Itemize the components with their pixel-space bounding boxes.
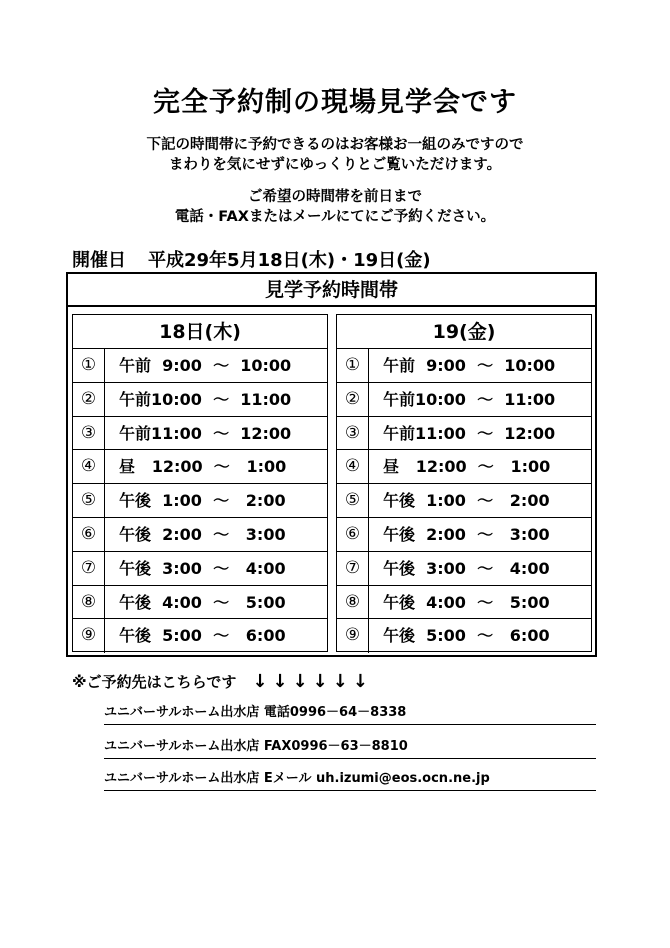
slot-number: ⑦ (337, 552, 369, 585)
intro-line: まわりを気にせずにゆっくりとご覧いただけます。 (168, 157, 502, 173)
time-slot-row (73, 450, 327, 484)
intro-line: ご希望の時間帯を前日まで (248, 189, 422, 205)
schedule-table-header: 見学予約時間帯 (68, 274, 595, 307)
time-slot-row (73, 349, 327, 383)
intro-line: 下記の時間帯に予約できるのはお客様お一組のみですので (146, 137, 524, 153)
time-slot-row (337, 484, 591, 518)
slot-time: 午後 1:00 ～ 2:00 (119, 491, 286, 511)
down-arrows-icon: ↓↓↓↓↓↓ (252, 671, 373, 692)
slot-time: 午後 4:00 ～ 5:00 (383, 592, 550, 612)
slot-time: 午後 3:00 ～ 4:00 (383, 558, 550, 578)
slot-number: ⑦ (73, 552, 105, 585)
slot-number: ④ (73, 450, 105, 483)
slot-number: ② (73, 383, 105, 416)
slot-time: 昼 12:00 ～ 1:00 (119, 457, 287, 477)
slot-time: 午前10:00 ～ 11:00 (119, 389, 292, 409)
slot-time: 午前 9:00 ～ 10:00 (383, 356, 556, 375)
intro-line: 電話・FAXまたはメールにてにご予約ください。 (174, 209, 496, 225)
time-slot-row (337, 518, 591, 552)
slot-time: 昼 12:00 ～ 1:00 (383, 457, 551, 477)
slot-number: ⑨ (73, 619, 105, 653)
time-slot-row (73, 383, 327, 417)
slot-number: ⑤ (73, 484, 105, 517)
slot-time: 午前10:00 ～ 11:00 (383, 389, 556, 409)
time-slot-row (337, 383, 591, 417)
slot-number: ⑥ (337, 518, 369, 551)
slot-number: ⑥ (73, 518, 105, 551)
time-slot-row (73, 518, 327, 552)
time-slot-row (73, 586, 327, 620)
time-slot-row (337, 417, 591, 451)
time-slot-row (73, 619, 327, 653)
event-date-value: 平成29年5月18日(木)・19日(金) (148, 250, 431, 271)
day-column-header: 18日(木) (73, 315, 327, 349)
slot-time: 午後 1:00 ～ 2:00 (383, 491, 550, 511)
slot-number: ③ (73, 417, 105, 450)
slot-time: 午後 5:00 ～ 6:00 (383, 626, 550, 646)
slot-time: 午前11:00 ～ 12:00 (383, 423, 556, 443)
time-slot-row (337, 349, 591, 383)
time-slot-row (73, 417, 327, 451)
slot-time: 午後 2:00 ～ 3:00 (383, 524, 550, 544)
intro-paragraph-1 (0, 135, 670, 175)
slot-number: ⑧ (73, 586, 105, 619)
slot-number: ⑤ (337, 484, 369, 517)
time-slot-row (337, 450, 591, 484)
contact-phone-line: ユニバーサルホーム出水店 電話0996－64－8338 (104, 702, 596, 725)
time-slot-row (337, 552, 591, 586)
contact-header-text: ※ご予約先はこちらです (72, 673, 237, 691)
slot-number: ④ (337, 450, 369, 483)
contact-header (72, 671, 373, 692)
day-column-19 (336, 314, 592, 652)
slot-time: 午前 9:00 ～ 10:00 (119, 356, 292, 375)
contact-fax-line: ユニバーサルホーム出水店 FAX0996－63－8810 (104, 736, 596, 759)
event-date-label: 開催日 (72, 250, 126, 271)
slot-time: 午後 4:00 ～ 5:00 (119, 592, 286, 612)
time-slot-row (337, 619, 591, 653)
time-slot-row (73, 552, 327, 586)
page-title: 完全予約制の現場見学会です (153, 87, 517, 118)
slot-number: ① (73, 349, 105, 382)
intro-paragraph-2 (0, 187, 670, 227)
time-slot-row (337, 586, 591, 620)
slot-time: 午後 5:00 ～ 6:00 (119, 626, 286, 646)
schedule-table (66, 272, 597, 657)
slot-number: ① (337, 349, 369, 382)
day-column-header: 19(金) (337, 315, 591, 349)
slot-time: 午後 3:00 ～ 4:00 (119, 558, 286, 578)
slot-number: ⑨ (337, 619, 369, 653)
contact-email-line: ユニバーサルホーム出水店 Eメール uh.izumi@eos.ocn.ne.jp (104, 768, 596, 791)
time-slot-row (73, 484, 327, 518)
slot-number: ② (337, 383, 369, 416)
slot-number: ⑧ (337, 586, 369, 619)
slot-time: 午前11:00 ～ 12:00 (119, 423, 292, 443)
slot-number: ③ (337, 417, 369, 450)
event-date-line (72, 246, 431, 272)
slot-time: 午後 2:00 ～ 3:00 (119, 524, 286, 544)
day-column-18 (72, 314, 328, 652)
